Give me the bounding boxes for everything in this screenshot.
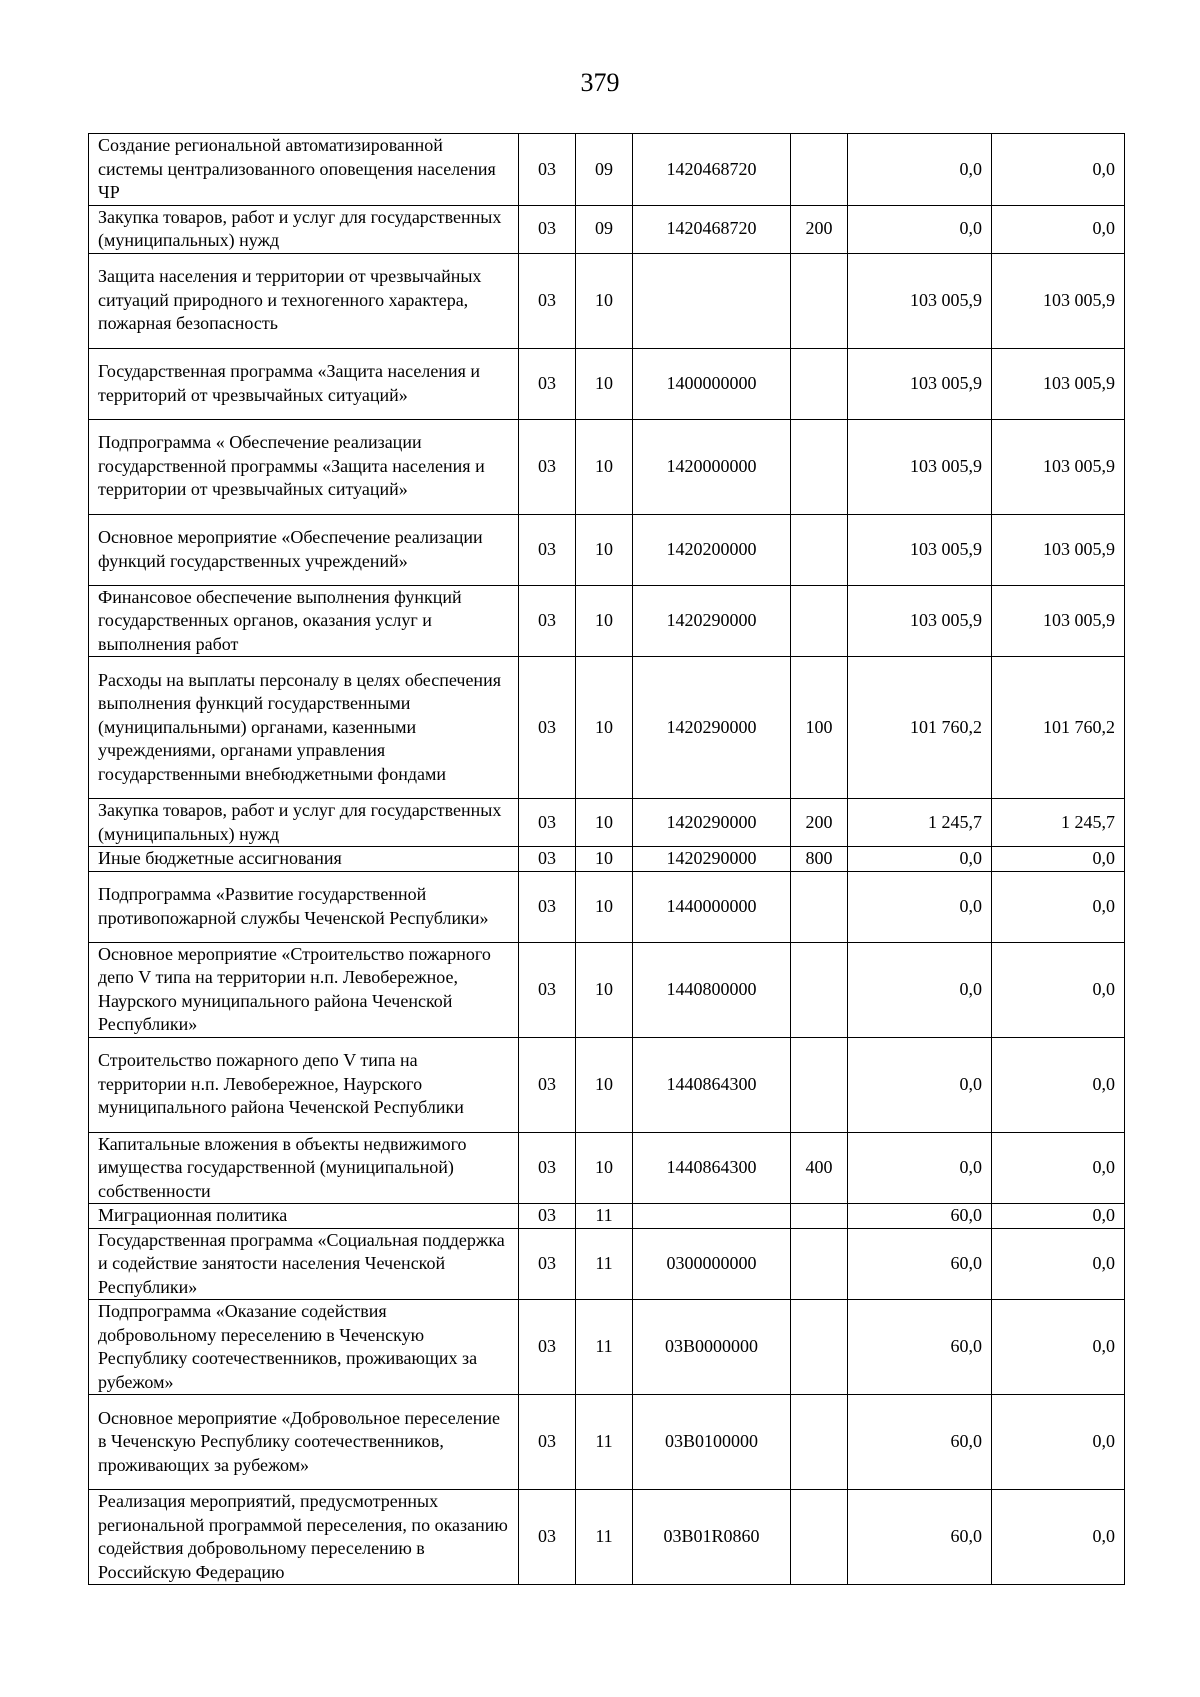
- cell-sum-1: 103 005,9: [848, 514, 992, 585]
- cell-sum-2: 0,0: [992, 847, 1125, 872]
- cell-name: Иные бюджетные ассигнования: [89, 847, 519, 872]
- cell-expense-type: [791, 871, 848, 942]
- cell-target-article: 1420468720: [633, 205, 791, 253]
- cell-subsection: 11: [576, 1228, 633, 1300]
- cell-section: 03: [519, 871, 576, 942]
- cell-target-article: 1440864300: [633, 1132, 791, 1204]
- cell-section: 03: [519, 1037, 576, 1132]
- cell-name: Реализация мероприятий, предусмотренных региональной программой переселения, по оказанию содействия добровольному переселению в Российскую Федерацию: [89, 1490, 519, 1585]
- cell-target-article: [633, 253, 791, 348]
- cell-target-article: 1420290000: [633, 847, 791, 872]
- cell-target-article: 1440800000: [633, 942, 791, 1037]
- table-body: [89, 134, 1125, 1585]
- cell-target-article: 1420290000: [633, 585, 791, 657]
- cell-sum-1: 103 005,9: [848, 253, 992, 348]
- table-row: [89, 657, 1125, 799]
- table-row: [89, 1300, 1125, 1395]
- cell-subsection: 10: [576, 799, 633, 847]
- cell-sum-1: 0,0: [848, 942, 992, 1037]
- cell-sum-1: 60,0: [848, 1228, 992, 1300]
- table-row: [89, 942, 1125, 1037]
- cell-name: Миграционная политика: [89, 1204, 519, 1229]
- cell-sum-2: 103 005,9: [992, 253, 1125, 348]
- table-row: [89, 1037, 1125, 1132]
- cell-expense-type: [791, 1490, 848, 1585]
- cell-name: Закупка товаров, работ и услуг для государственных (муниципальных) нужд: [89, 205, 519, 253]
- cell-expense-type: [791, 1037, 848, 1132]
- cell-target-article: 1440000000: [633, 871, 791, 942]
- cell-sum-1: 0,0: [848, 847, 992, 872]
- cell-name: Подпрограмма « Обеспечение реализации государственной программы «Защита населения и территории от чрезвычайных ситуаций»: [89, 419, 519, 514]
- cell-section: 03: [519, 585, 576, 657]
- cell-section: 03: [519, 348, 576, 419]
- cell-sum-1: 1 245,7: [848, 799, 992, 847]
- cell-sum-2: 103 005,9: [992, 585, 1125, 657]
- cell-section: 03: [519, 419, 576, 514]
- cell-name: Финансовое обеспечение выполнения функций государственных органов, оказания услуг и выполнения работ: [89, 585, 519, 657]
- cell-name: Основное мероприятие «Обеспечение реализации функций государственных учреждений»: [89, 514, 519, 585]
- cell-name: Закупка товаров, работ и услуг для государственных (муниципальных) нужд: [89, 799, 519, 847]
- cell-expense-type: [791, 348, 848, 419]
- cell-section: 03: [519, 942, 576, 1037]
- cell-subsection: 11: [576, 1490, 633, 1585]
- cell-sum-2: 0,0: [992, 1204, 1125, 1229]
- table-row: [89, 799, 1125, 847]
- cell-section: 03: [519, 1132, 576, 1204]
- table-row: [89, 1132, 1125, 1204]
- cell-sum-1: 0,0: [848, 1037, 992, 1132]
- cell-expense-type: [791, 419, 848, 514]
- cell-name: Государственная программа «Социальная поддержка и содействие занятости населения Чеченской Республики»: [89, 1228, 519, 1300]
- cell-sum-2: 103 005,9: [992, 419, 1125, 514]
- cell-section: 03: [519, 205, 576, 253]
- cell-expense-type: [791, 1395, 848, 1490]
- cell-section: 03: [519, 847, 576, 872]
- cell-name: Основное мероприятие «Добровольное переселение в Чеченскую Республику соотечественников, проживающих за рубежом»: [89, 1395, 519, 1490]
- cell-section: 03: [519, 657, 576, 799]
- cell-section: 03: [519, 1300, 576, 1395]
- cell-target-article: [633, 1204, 791, 1229]
- cell-sum-1: 103 005,9: [848, 419, 992, 514]
- cell-sum-1: 101 760,2: [848, 657, 992, 799]
- table-row: [89, 1228, 1125, 1300]
- cell-name: Расходы на выплаты персоналу в целях обеспечения выполнения функций государственными (муниципальными) органами, казенными учреждениями, органами управления государственными внебюджетными фондами: [89, 657, 519, 799]
- table-row: [89, 514, 1125, 585]
- cell-sum-2: 0,0: [992, 134, 1125, 206]
- cell-sum-1: 0,0: [848, 205, 992, 253]
- cell-target-article: 1400000000: [633, 348, 791, 419]
- cell-sum-2: 0,0: [992, 1300, 1125, 1395]
- cell-sum-1: 103 005,9: [848, 585, 992, 657]
- cell-subsection: 11: [576, 1204, 633, 1229]
- cell-expense-type: [791, 514, 848, 585]
- table-row: [89, 253, 1125, 348]
- table-row: [89, 871, 1125, 942]
- table-row: [89, 134, 1125, 206]
- cell-expense-type: [791, 1300, 848, 1395]
- cell-section: 03: [519, 1490, 576, 1585]
- table-row: [89, 1490, 1125, 1585]
- cell-name: Строительство пожарного депо V типа на территории н.п. Левобережное, Наурского муниципального района Чеченской Республики: [89, 1037, 519, 1132]
- table-row: [89, 1395, 1125, 1490]
- cell-section: 03: [519, 253, 576, 348]
- cell-expense-type: [791, 1204, 848, 1229]
- cell-expense-type: 800: [791, 847, 848, 872]
- table-row: [89, 585, 1125, 657]
- table-row: [89, 847, 1125, 872]
- cell-name: Капитальные вложения в объекты недвижимого имущества государственной (муниципальной) собственности: [89, 1132, 519, 1204]
- cell-sum-1: 103 005,9: [848, 348, 992, 419]
- cell-sum-2: 101 760,2: [992, 657, 1125, 799]
- cell-subsection: 10: [576, 1132, 633, 1204]
- cell-sum-1: 60,0: [848, 1300, 992, 1395]
- cell-sum-1: 0,0: [848, 1132, 992, 1204]
- page-number: 379: [580, 68, 620, 97]
- cell-expense-type: 400: [791, 1132, 848, 1204]
- cell-subsection: 10: [576, 348, 633, 419]
- cell-sum-2: 0,0: [992, 942, 1125, 1037]
- cell-sum-2: 1 245,7: [992, 799, 1125, 847]
- cell-subsection: 10: [576, 1037, 633, 1132]
- cell-target-article: 1420468720: [633, 134, 791, 206]
- cell-expense-type: [791, 134, 848, 206]
- cell-expense-type: [791, 253, 848, 348]
- cell-name: Основное мероприятие «Строительство пожарного депо V типа на территории н.п. Левобережное, Наурского муниципального района Чеченской Республики»: [89, 942, 519, 1037]
- cell-sum-1: 60,0: [848, 1204, 992, 1229]
- cell-section: 03: [519, 134, 576, 206]
- table-row: [89, 348, 1125, 419]
- cell-expense-type: [791, 585, 848, 657]
- cell-name: Государственная программа «Защита населения и территорий от чрезвычайных ситуаций»: [89, 348, 519, 419]
- cell-subsection: 10: [576, 419, 633, 514]
- cell-sum-1: 0,0: [848, 871, 992, 942]
- cell-sum-1: 60,0: [848, 1395, 992, 1490]
- table-row: [89, 419, 1125, 514]
- cell-sum-2: 0,0: [992, 1132, 1125, 1204]
- cell-section: 03: [519, 1228, 576, 1300]
- cell-section: 03: [519, 799, 576, 847]
- cell-sum-2: 0,0: [992, 1395, 1125, 1490]
- cell-target-article: 1420000000: [633, 419, 791, 514]
- cell-sum-2: 103 005,9: [992, 514, 1125, 585]
- table-row: [89, 1204, 1125, 1229]
- cell-target-article: 1420290000: [633, 657, 791, 799]
- cell-sum-2: 0,0: [992, 871, 1125, 942]
- cell-sum-1: 60,0: [848, 1490, 992, 1585]
- cell-subsection: 11: [576, 1395, 633, 1490]
- table-row: [89, 205, 1125, 253]
- cell-expense-type: [791, 1228, 848, 1300]
- cell-target-article: 03В0000000: [633, 1300, 791, 1395]
- cell-sum-2: 0,0: [992, 1228, 1125, 1300]
- cell-target-article: 03В0100000: [633, 1395, 791, 1490]
- cell-subsection: 10: [576, 253, 633, 348]
- cell-sum-2: 103 005,9: [992, 348, 1125, 419]
- cell-sum-2: 0,0: [992, 1490, 1125, 1585]
- cell-subsection: 10: [576, 514, 633, 585]
- cell-section: 03: [519, 1395, 576, 1490]
- cell-target-article: 1420200000: [633, 514, 791, 585]
- cell-name: Создание региональной автоматизированной системы централизованного оповещения населения ЧР: [89, 134, 519, 206]
- cell-target-article: 0300000000: [633, 1228, 791, 1300]
- cell-name: Подпрограмма «Развитие государственной противопожарной службы Чеченской Республики»: [89, 871, 519, 942]
- cell-subsection: 10: [576, 847, 633, 872]
- cell-expense-type: 100: [791, 657, 848, 799]
- cell-sum-1: 0,0: [848, 134, 992, 206]
- budget-table: [88, 133, 1125, 1585]
- cell-expense-type: [791, 942, 848, 1037]
- cell-target-article: 03В01R0860: [633, 1490, 791, 1585]
- cell-target-article: 1420290000: [633, 799, 791, 847]
- cell-target-article: 1440864300: [633, 1037, 791, 1132]
- cell-subsection: 10: [576, 942, 633, 1037]
- cell-section: 03: [519, 1204, 576, 1229]
- cell-subsection: 09: [576, 205, 633, 253]
- cell-section: 03: [519, 514, 576, 585]
- cell-name: Подпрограмма «Оказание содействия добровольному переселению в Чеченскую Республику соотечественников, проживающих за рубежом»: [89, 1300, 519, 1395]
- cell-name: Защита населения и территории от чрезвычайных ситуаций природного и техногенного характера, пожарная безопасность: [89, 253, 519, 348]
- cell-subsection: 10: [576, 657, 633, 799]
- cell-sum-2: 0,0: [992, 1037, 1125, 1132]
- cell-subsection: 11: [576, 1300, 633, 1395]
- cell-subsection: 10: [576, 585, 633, 657]
- cell-subsection: 10: [576, 871, 633, 942]
- cell-subsection: 09: [576, 134, 633, 206]
- cell-expense-type: 200: [791, 799, 848, 847]
- cell-sum-2: 0,0: [992, 205, 1125, 253]
- cell-expense-type: 200: [791, 205, 848, 253]
